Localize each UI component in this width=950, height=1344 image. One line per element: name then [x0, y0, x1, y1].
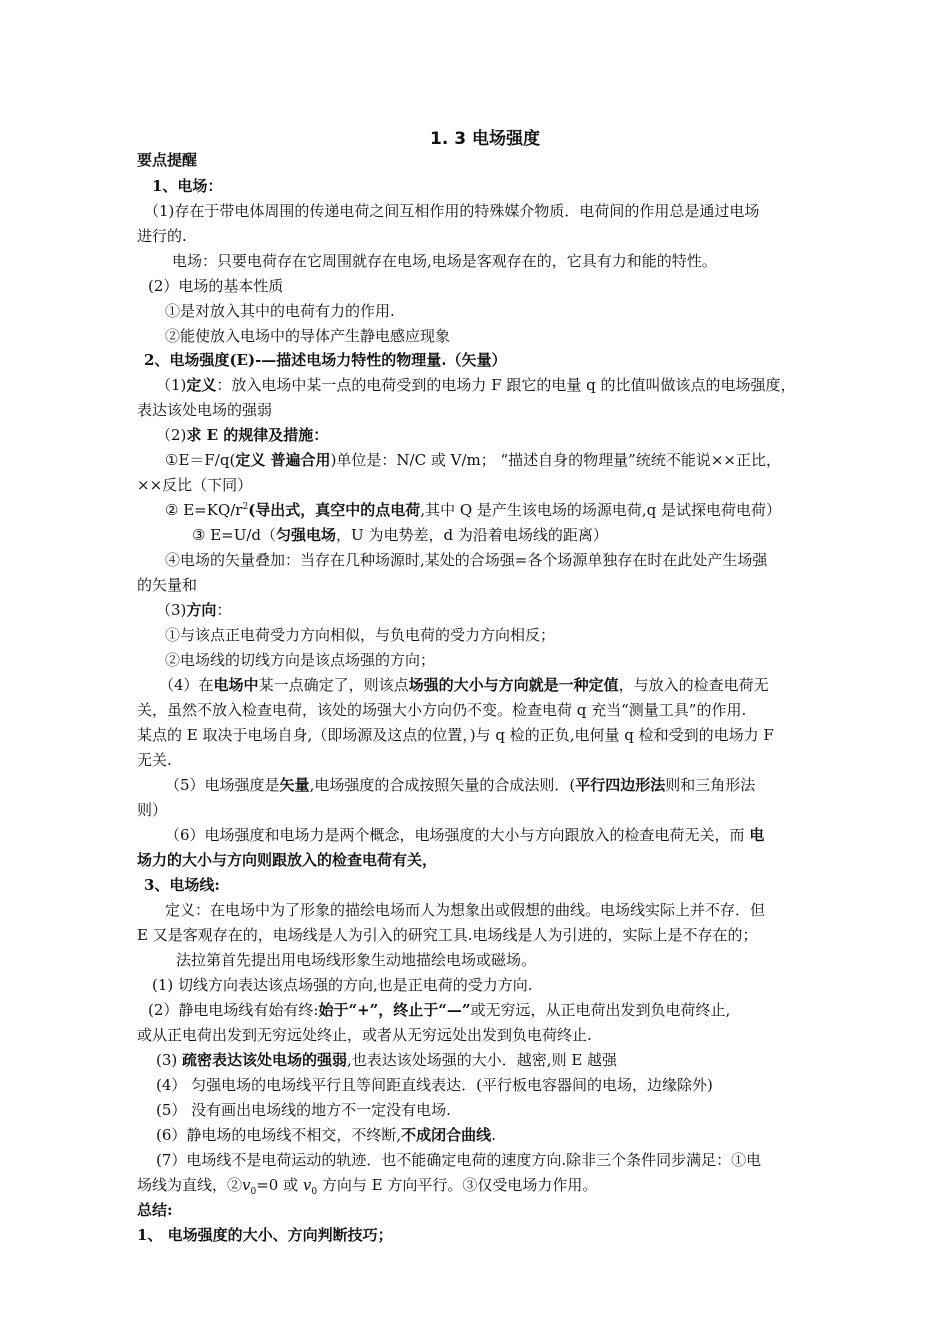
text-line: ②电场线的切线方向是该点场强的方向；: [165, 651, 436, 669]
text-line: ②能使放入电场中的导体产生静电感应现象: [165, 327, 451, 345]
text-line: （2)求 E 的规律及措施：: [156, 426, 329, 444]
section-heading: 要点提醒: [137, 151, 198, 169]
text-line: 表达该处电场的强弱: [137, 401, 273, 419]
text-line: 电场：只要电荷存在它周围就存在电场,电场是客观存在的，它具有力和能的特性。: [172, 252, 717, 270]
text-line: (7）电场线不是电荷运动的轨迹．也不能确定电荷的速度方向.除非三个条件同步满足：①电: [156, 1151, 762, 1169]
text-line: (5） 没有画出电场线的地方不一定没有电场.: [156, 1101, 451, 1119]
section-heading: 1、 电场强度的大小、方向判断技巧；: [137, 1226, 393, 1244]
text-line: E 又是客观存在的，电场线是人为引入的研究工具.电场线是人为引进的，实际上是不存在的；: [137, 926, 758, 944]
page-title: 1. 3 电场强度: [430, 129, 540, 149]
text-line: 或从正电荷出发到无穷远处终止，或者从无穷远处出发到负电荷终止.: [137, 1026, 592, 1044]
text-line: 法拉第首先提出用电场线形象生动地描绘电场或磁场。: [176, 951, 537, 969]
section-heading: 3、电场线:: [144, 876, 220, 894]
formula-line: 场线为直线，$②v_0=0$ 或 $v_0$ 方向与 E 方向平行。③仅受电场力作用。: [137, 1176, 598, 1197]
text-line: ①E＝F/q(定义 普遍合用)单位是：N/C 或 V/m； “描述自身的物理量”统统不能说××正比，: [165, 451, 781, 469]
formula-line: ② $E=KQ/r^2$(导出式，真空中的点电荷,其中 Q 是产生该电场的场源电荷,q 是试探电荷电荷）: [165, 501, 782, 519]
text-line: 无关.: [137, 751, 172, 769]
text-line: （4）在电场中某一点确定了，则该点场强的大小与方向就是一种定值，与放入的检查电荷无: [159, 676, 769, 694]
text-line: （3)方向：: [156, 601, 232, 619]
text-line: 关，虽然不放入检查电荷，该处的场强大小方向仍不变。检查电荷 q 充当“测量工具”的作用.: [137, 701, 747, 719]
text-line: 定义：在电场中为了形象的描绘电场而人为想象出或假想的曲线。电场线实际上并不存．但: [165, 901, 766, 919]
text-line: 某点的 E 取决于电场自身,（即场源及这点的位置，)与 q 检的正负,电何量 q 检和受到的电场力 F: [137, 726, 774, 744]
text-line: ④电场的矢量叠加：当存在几种场源时,某处的合场强=各个场源单独存在时在此处产生场强: [165, 551, 768, 569]
text-line: (4） 匀强电场的电场线平行且等间距直线表达．(平行板电容器间的电场，边缘除外): [156, 1076, 713, 1094]
text-line: 的矢量和: [137, 576, 198, 594]
section-heading: 2、电场强度(E)-—描述电场力特性的物理量.（矢量）: [144, 351, 507, 369]
text-line: (2）静电电场线有始有终:始于“+”，终止于“—”或无穷远，从正电荷出发到负电荷终止,: [148, 1001, 731, 1019]
section-heading: 总结:: [137, 1201, 173, 1219]
section-heading: 1、电场：: [152, 177, 223, 195]
text-line: ①与该点正电荷受力方向相似，与负电荷的受力方向相反；: [165, 626, 556, 644]
text-line: （6）电场强度和电场力是两个概念，电场强度的大小与方向跟放入的检查电荷无关，而 电: [165, 826, 765, 844]
text-line: (2）电场的基本性质: [148, 277, 284, 295]
text-line: ①是对放入其中的电荷有力的作用.: [165, 302, 395, 320]
text-line: (6）静电场的电场线不相交，不终断,不成闭合曲线.: [156, 1126, 496, 1144]
text-line: 进行的.: [137, 227, 187, 245]
text-line: ××反比（下同）: [137, 476, 253, 494]
text-line: （1)存在于带电体周围的传递电荷之间互相作用的特殊媒介物质．电荷间的作用总是通过电场: [144, 202, 760, 220]
text-line: (1) 切线方向表达该点场强的方向,也是正电荷的受力方向.: [152, 976, 533, 994]
text-line: 则）: [137, 801, 168, 819]
text-line: （5）电场强度是矢量,电场强度的合成按照矢量的合成法则．(平行四边形法则和三角形法: [165, 776, 756, 794]
text-line: 场力的大小与方向则跟放入的检查电荷有关，: [137, 851, 438, 869]
text-line: （1)定义：放入电场中某一点的电荷受到的电场力 F 跟它的电量 q 的比值叫做该点的电场强度，: [156, 376, 796, 394]
text-line: (3) 疏密表达该处电场的强弱,也表达该处场强的大小．越密,则 E 越强: [156, 1051, 618, 1069]
formula-line: ③ E=U/d（匀强电场，U 为电势差，d 为沿着电场线的距离）: [192, 526, 608, 544]
